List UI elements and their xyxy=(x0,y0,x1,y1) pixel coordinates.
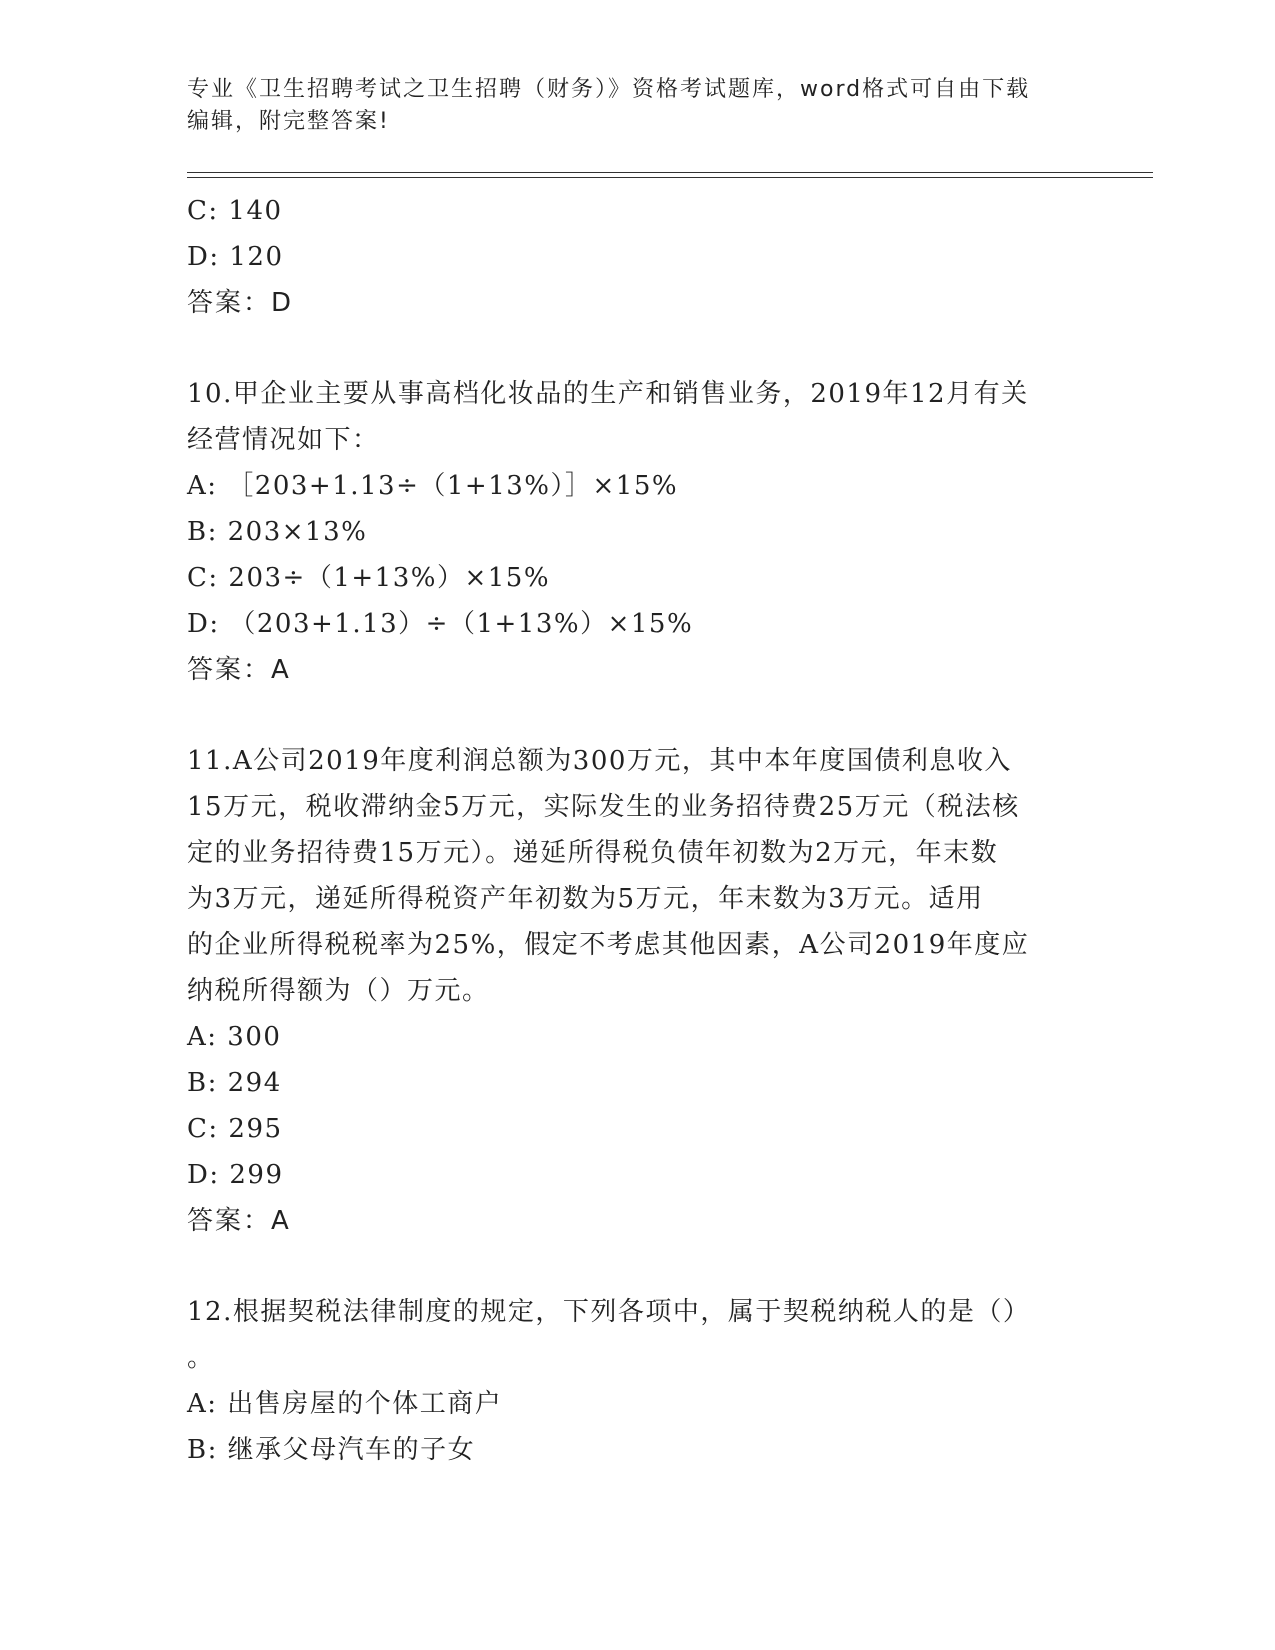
question-11 xyxy=(187,738,1087,1244)
header-title-line-2: 编辑，附完整答案! xyxy=(187,109,390,134)
question-9-option-d: D: 120 xyxy=(187,242,284,272)
question-11-stem-line-3: 定的业务招待费15万元）。递延所得税负债年初数为2万元，年末数 xyxy=(187,838,999,868)
spacer xyxy=(187,1244,1087,1289)
question-12-option-b: B: 继承父母汽车的子女 xyxy=(187,1435,476,1465)
question-10-option-d: D: （203+1.13）÷（1+13%）×15% xyxy=(187,609,694,639)
spacer xyxy=(187,326,1087,371)
question-10-stem-line-1: 10.甲企业主要从事高档化妆品的生产和销售业务，2019年12月有关 xyxy=(187,379,1029,409)
question-11-answer: 答案：A xyxy=(187,1206,291,1236)
question-11-stem-line-5: 的企业所得税税率为25%，假定不考虑其他因素，A公司2019年度应 xyxy=(187,930,1030,960)
question-12-stem-line-2: 。 xyxy=(187,1343,215,1373)
question-11-option-a: A: 300 xyxy=(187,1022,282,1052)
question-9-answer: 答案：D xyxy=(187,288,294,318)
question-11-stem-line-1: 11.A公司2019年度利润总额为300万元，其中本年度国债利息收入 xyxy=(187,746,1012,776)
question-12-option-a: A: 出售房屋的个体工商户 xyxy=(187,1389,503,1419)
question-11-stem-line-6: 纳税所得额为（）万元。 xyxy=(187,976,490,1006)
question-10-option-b: B: 203×13% xyxy=(187,517,368,547)
question-11-option-d: D: 299 xyxy=(187,1160,284,1190)
question-11-stem-line-2: 15万元，税收滞纳金5万元，实际发生的业务招待费25万元（税法核 xyxy=(187,792,1020,822)
question-9-option-c: C: 140 xyxy=(187,196,283,226)
question-12-stem-line-1: 12.根据契税法律制度的规定，下列各项中，属于契税纳税人的是（） xyxy=(187,1297,1031,1327)
question-10-option-c: C: 203÷（1+13%）×15% xyxy=(187,563,551,593)
header-rule-bottom xyxy=(187,177,1153,178)
question-11-stem-line-4: 为3万元，递延所得税资产年初数为5万元，年末数为3万元。适用 xyxy=(187,884,984,914)
question-10-answer: 答案：A xyxy=(187,655,291,685)
question-10 xyxy=(187,371,1087,693)
question-11-option-c: C: 295 xyxy=(187,1114,283,1144)
question-list xyxy=(187,188,1087,1473)
question-10-stem-line-2: 经营情况如下： xyxy=(187,425,380,455)
spacer xyxy=(187,693,1087,738)
question-12 xyxy=(187,1289,1087,1473)
header-rule-top xyxy=(187,172,1153,173)
header-title-line-1: 专业《卫生招聘考试之卫生招聘（财务）》资格考试题库，word格式可自由下载 xyxy=(187,77,1031,102)
question-11-option-b: B: 294 xyxy=(187,1068,282,1098)
question-9-tail xyxy=(187,188,1087,326)
document-header xyxy=(187,74,1087,138)
question-10-option-a: A: ［203+1.13÷（1+13%）］×15% xyxy=(187,471,679,501)
